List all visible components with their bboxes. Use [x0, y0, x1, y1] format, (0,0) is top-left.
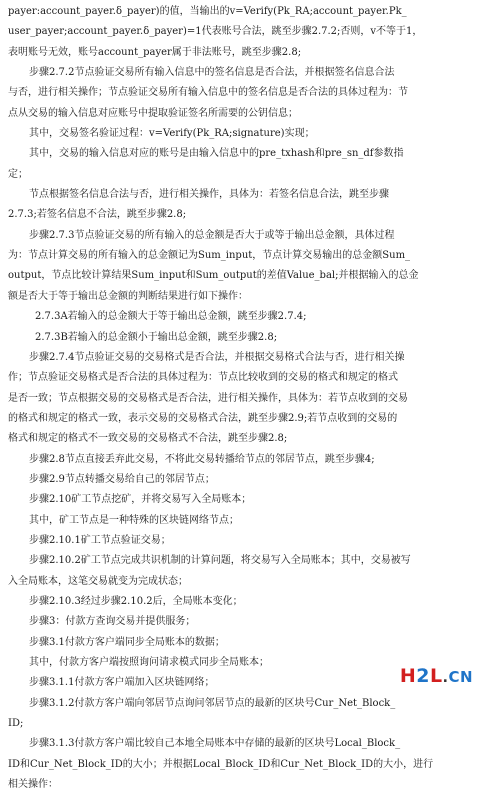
- text-line: output，节点比较计算结果Sum_input和Sum_output的差值Value_bal;并根据输入的总金: [8, 270, 419, 282]
- text-line: ID;: [8, 718, 24, 730]
- watermark-cn: CN: [448, 668, 473, 686]
- text-line: 其中，交易的输入信息对应的账号是由输入信息中的pre_txhash和pre_sn_df参数指: [29, 148, 404, 160]
- text-line: 步骤3.1.1付款方客户端加入区块链网络；: [29, 677, 215, 689]
- text-line: 步骤2.8节点直接丢弃此交易，不将此交易转播给节点的邻居节点，跳至步骤4;: [29, 453, 375, 465]
- text-line: 作；节点验证交易格式是否合法的具体过程为：节点比较收到的交易的格式和规定的格式: [8, 372, 398, 384]
- watermark-2: 2: [416, 665, 430, 687]
- text-line: 步骤2.9节点转播交易给自己的邻居节点；: [29, 473, 215, 485]
- text-line: 额是否大于等于输出总金额的判断结果进行如下操作：: [8, 290, 248, 302]
- text-line: 其中，矿工节点是一种特殊的区块链网络节点；: [29, 514, 239, 526]
- text-line: 步骤2.7.2节点验证交易所有输入信息中的签名信息是否合法，并根据签名信息合法: [29, 67, 395, 79]
- watermark-h: H: [399, 665, 417, 687]
- text-line: 步骤2.10.1矿工节点验证交易；: [29, 534, 171, 546]
- text-line: 其中，付款方客户端按照询问请求模式同步全局账本；: [29, 657, 269, 668]
- text-line: 步骤3.1付款方客户端同步全局账本的数据；: [29, 636, 225, 648]
- watermark-l: L: [430, 665, 443, 687]
- text-line: 2.7.3B若输入的总金额小于输出总金额，跳至步骤2.8;: [35, 331, 278, 343]
- text-line: 步骤3：付款方查询交易并提供服务；: [29, 616, 196, 628]
- text-line: 相关操作：: [8, 779, 58, 791]
- text-line: 步骤2.7.3节点验证交易的所有输入的总金额是否大于或等于输出总金额，具体过程: [29, 229, 395, 241]
- text-line: 格式和规定的格式不一致交易的交易格式不合法，跳至步骤2.8;: [8, 433, 288, 445]
- text-line: 节点根据签名信息合法与否，进行相关操作，具体为：若签名信息合法，跳至步骤: [29, 189, 389, 201]
- text-line: 步骤2.10矿工节点挖矿，并将交易写入全局账本；: [29, 494, 252, 506]
- text-line: 步骤2.10.2矿工节点完成共识机制的计算问题，将交易写入全局账本；其中，交易被写: [29, 555, 411, 567]
- text-line: ID和Cur_Net_Block_ID的大小；并根据Local_Block_ID和Cur_Net_Block_ID的大小，进行: [8, 758, 434, 770]
- text-line: 点从交易的输入信息对应账号中提取验证签名所需要的公钥信息；: [8, 107, 298, 119]
- text-line: 的格式和规定的格式一致，表示交易的交易格式合法，跳至步骤2.9;若节点收到的交易的: [8, 412, 398, 424]
- text-line: user_payer;account_payer.δ_payer)=1代表账号合法，跳至步骤2.7.2;否则，v不等于1，: [8, 26, 423, 38]
- text-line: 2.7.3;若签名信息不合法，跳至步骤2.8;: [8, 209, 187, 221]
- text-line: 为：节点计算交易的所有输入的总金额记为Sum_input，节点计算交易输出的总金额Sum_: [8, 250, 411, 262]
- text-line: 其中，交易签名验证过程：v=Verify(Pk_RA;signature)实现；: [29, 128, 315, 140]
- text-line: payer:account_payer.δ_payer)的值，当输出的v=Verify(Pk_RA;account_payer.Pk_: [8, 6, 407, 17]
- text-line: 与否，进行相关操作；节点验证交易所有输入信息中的签名信息是否合法的具体过程为：节: [8, 87, 408, 99]
- text-line: 是否一致；节点根据交易的交易格式是否合法，进行相关操作，具体为：若节点收到的交易: [8, 392, 408, 404]
- watermark-logo: [400, 665, 473, 687]
- text-line: 步骤2.7.4节点验证交易的交易格式是否合法，并根据交易格式合法与否，进行相关操: [29, 351, 405, 363]
- text-line: 步骤3.1.2付款方客户端向邻居节点询问邻居节点的最新的区块号Cur_Net_Block_: [29, 697, 396, 709]
- text-line: 2.7.3A若输入的总金额大于等于输出总金额，跳至步骤2.7.4;: [35, 311, 307, 323]
- text-line: 步骤3.1.3付款方客户端比较自己本地全局账本中存储的最新的区块号Local_Block_: [29, 738, 401, 750]
- text-line: 表明账号无效，账号account_payer属于非法账号，跳至步骤2.8;: [8, 46, 302, 58]
- text-line: 定；: [8, 168, 28, 180]
- watermark-dot: .: [442, 670, 449, 686]
- text-line: 入全局账本，这笔交易就变为完成状态；: [8, 575, 188, 587]
- text-line: 步骤2.10.3经过步骤2.10.2后，全局账本变化；: [29, 595, 243, 607]
